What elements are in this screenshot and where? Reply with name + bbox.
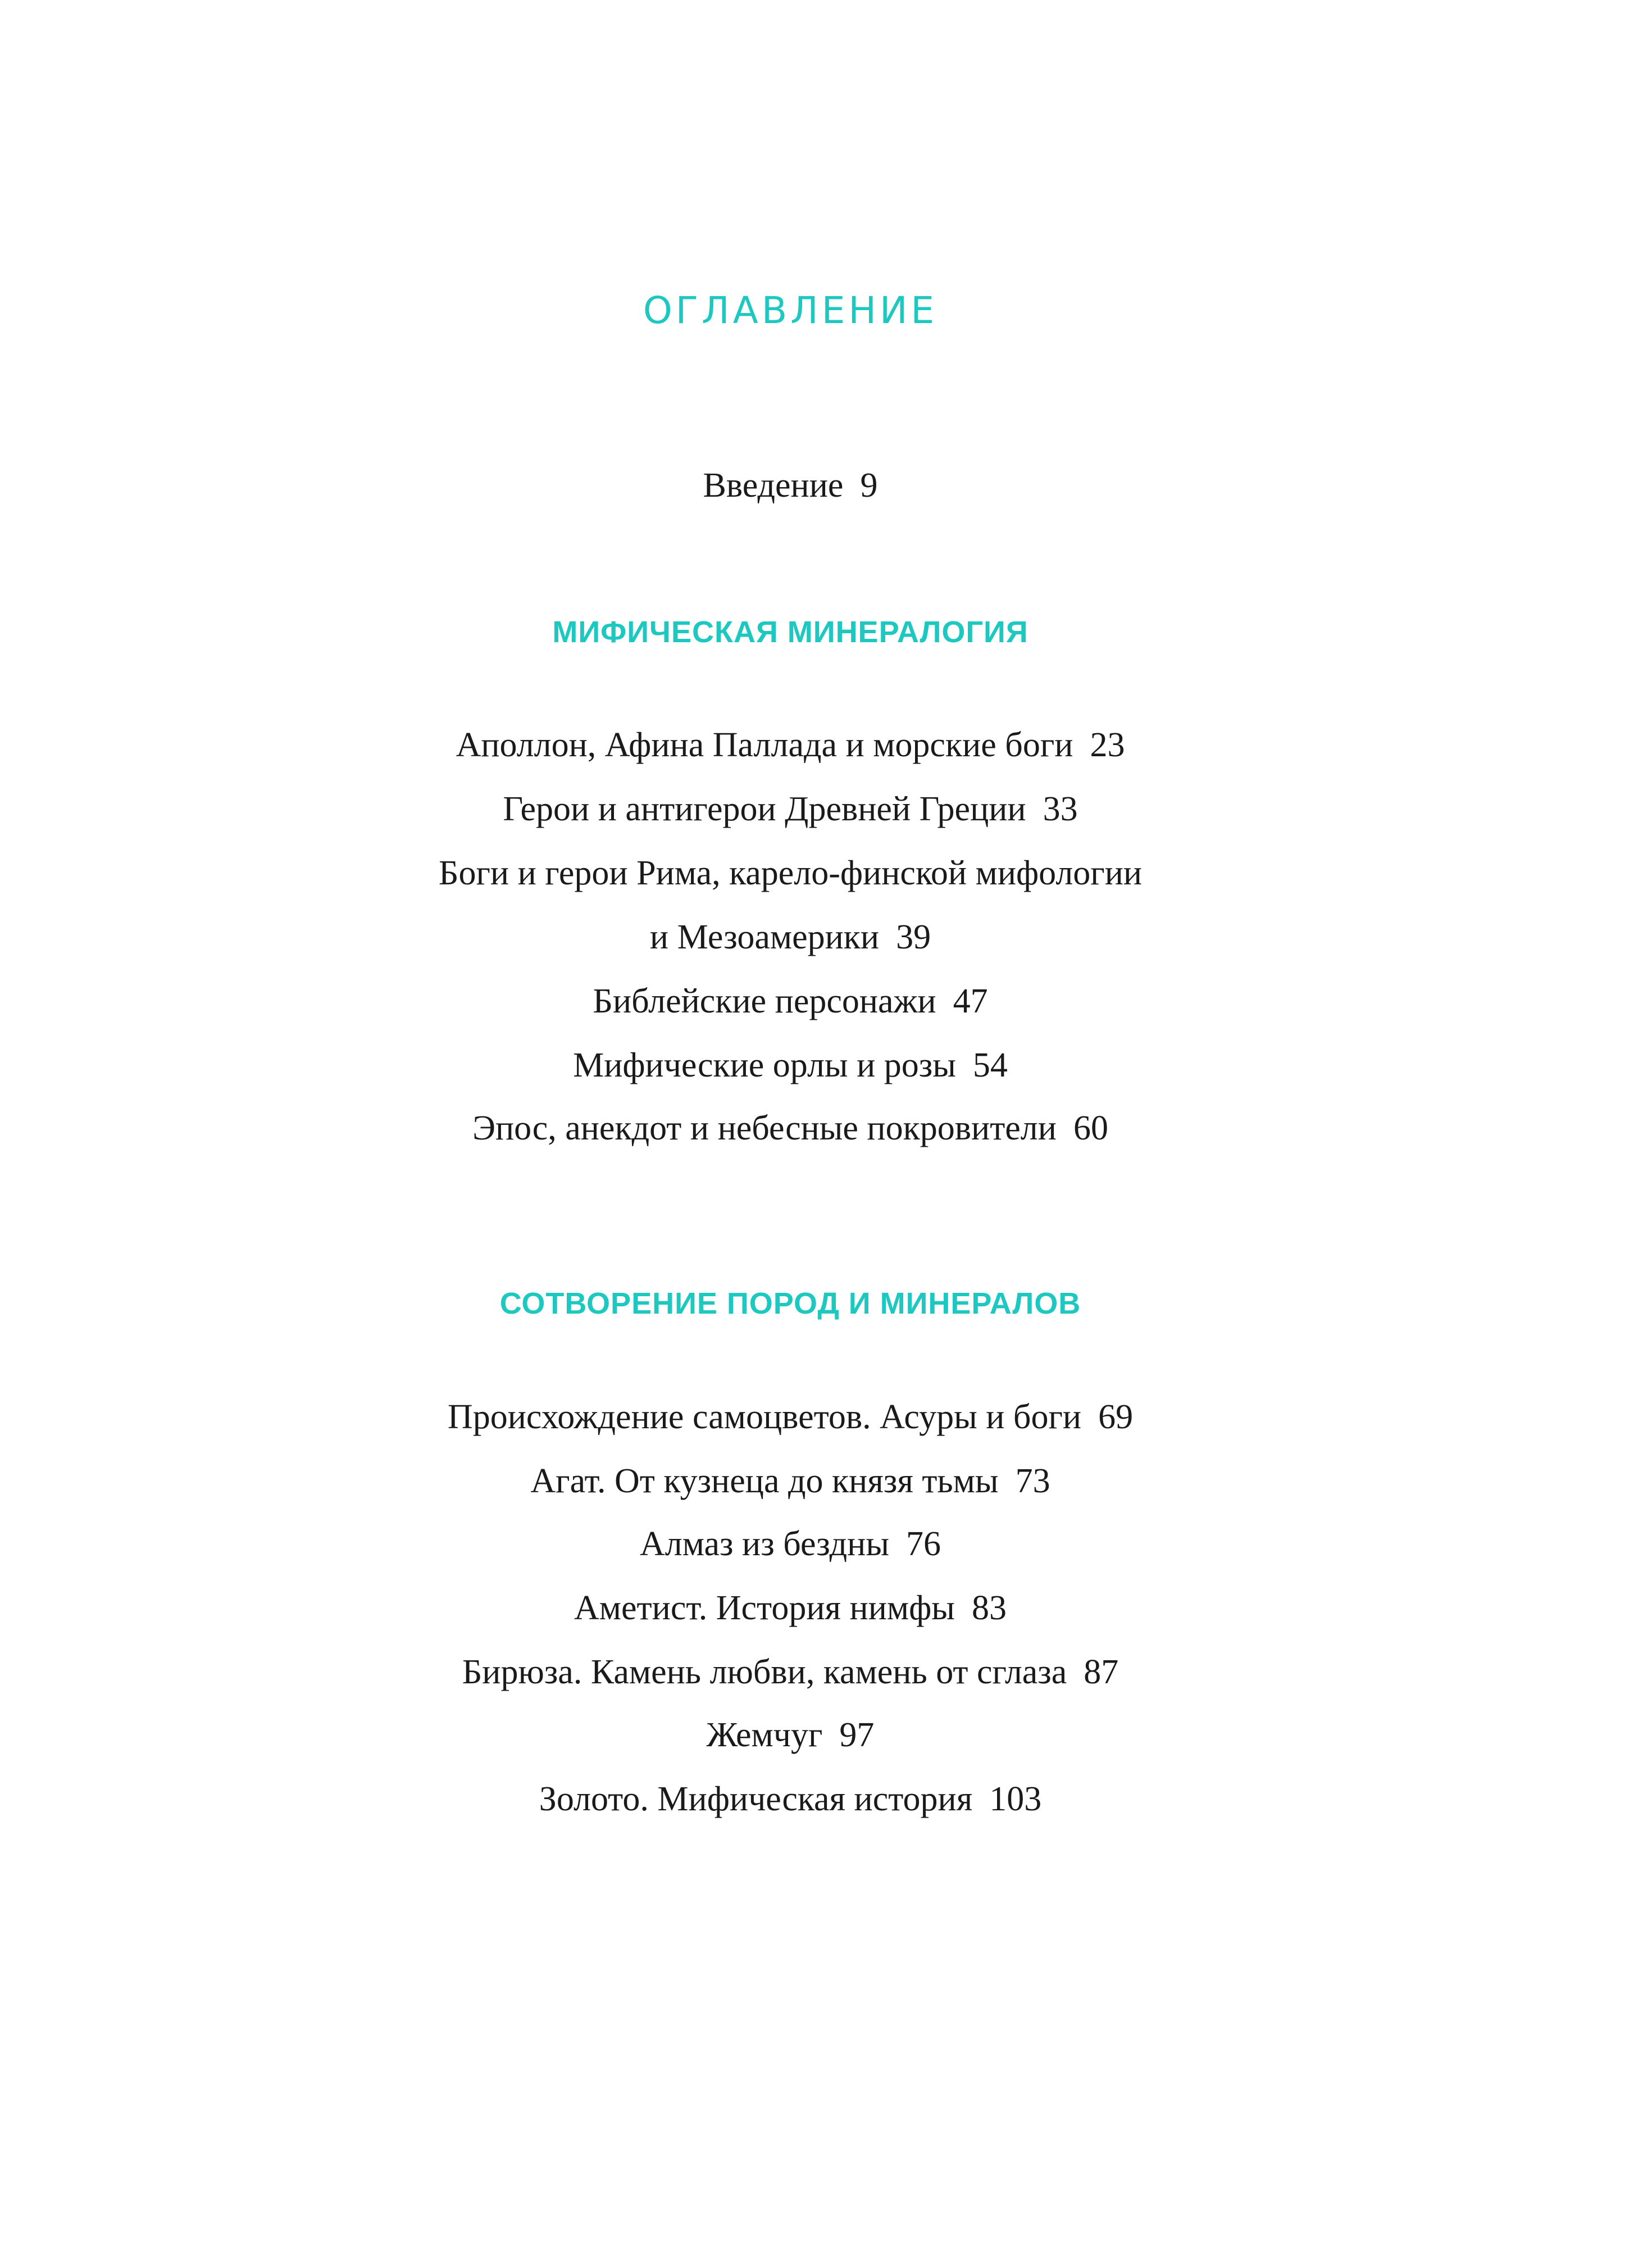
page-title: ОГЛАВЛЕНИЕ xyxy=(643,289,938,332)
toc-entry-label: Библейские персонажи xyxy=(593,982,936,1020)
toc-entry-page: 87 xyxy=(1084,1653,1119,1691)
section-heading: МИФИЧЕСКАЯ МИНЕРАЛОГИЯ xyxy=(552,615,1028,649)
toc-entry-label: Герои и антигерои Древней Греции xyxy=(503,790,1026,828)
toc-entry[interactable] xyxy=(0,781,1581,837)
toc-entry-label: Бирюза. Камень любви, камень от сглаза xyxy=(462,1653,1067,1691)
toc-entry-label: Жемчуг xyxy=(706,1716,823,1754)
toc-entry[interactable] xyxy=(0,1771,1581,1827)
toc-entry-label: Боги и герои Рима, карело-финской мифологии xyxy=(438,854,1143,892)
toc-entry[interactable] xyxy=(0,1707,1581,1763)
toc-entry[interactable] xyxy=(0,1389,1581,1445)
toc-entry[interactable] xyxy=(0,845,1581,901)
toc-entry-label: Аполлон, Афина Паллада и морские боги xyxy=(456,726,1073,764)
toc-entry[interactable] xyxy=(0,1516,1581,1572)
toc-entry-page: 97 xyxy=(839,1716,875,1754)
toc-entry-page: 83 xyxy=(971,1589,1007,1627)
toc-entry[interactable] xyxy=(0,1644,1581,1700)
toc-entry-page: 76 xyxy=(905,1525,941,1563)
toc-entry-page: 60 xyxy=(1073,1109,1108,1147)
toc-entry[interactable] xyxy=(0,973,1581,1029)
toc-entry-page: 47 xyxy=(953,982,988,1020)
toc-entry-label: Агат. От кузнеца до князя тьмы xyxy=(530,1462,999,1500)
toc-entry-label: Мифические орлы и розы xyxy=(573,1046,956,1084)
toc-entry-page: 23 xyxy=(1090,726,1125,764)
toc-entry-page: 33 xyxy=(1043,790,1078,828)
toc-entry-page: 54 xyxy=(972,1046,1008,1084)
toc-entry-page: 69 xyxy=(1098,1398,1134,1436)
toc-entry-label: Эпос, анекдот и небесные покровители xyxy=(472,1109,1057,1147)
toc-entry[interactable] xyxy=(0,1037,1581,1093)
toc-entry-intro[interactable] xyxy=(0,457,1581,514)
toc-entry[interactable] xyxy=(0,1100,1581,1156)
toc-entry[interactable] xyxy=(0,909,1581,965)
toc-entry-label: Происхождение самоцветов. Асуры и боги xyxy=(447,1398,1082,1436)
toc-entry-label: Аметист. История нимфы xyxy=(574,1589,955,1627)
toc-entry[interactable] xyxy=(0,717,1581,773)
toc-entry-label: Алмаз из бездны xyxy=(640,1525,889,1563)
toc-entry-page: 9 xyxy=(860,466,878,505)
toc-entry-label: Введение xyxy=(703,466,844,505)
toc-entry-page: 39 xyxy=(896,918,931,956)
toc-entry[interactable] xyxy=(0,1453,1581,1509)
toc-entry-label: и Мезоамерики xyxy=(649,918,880,956)
toc-entry[interactable] xyxy=(0,1580,1581,1636)
toc-entry-page: 73 xyxy=(1015,1462,1050,1500)
toc-entry-page: 103 xyxy=(989,1780,1042,1818)
section-heading: СОТВОРЕНИЕ ПОРОД И МИНЕРАЛОВ xyxy=(499,1287,1081,1320)
toc-entry-label: Золото. Мифическая история xyxy=(539,1780,973,1818)
